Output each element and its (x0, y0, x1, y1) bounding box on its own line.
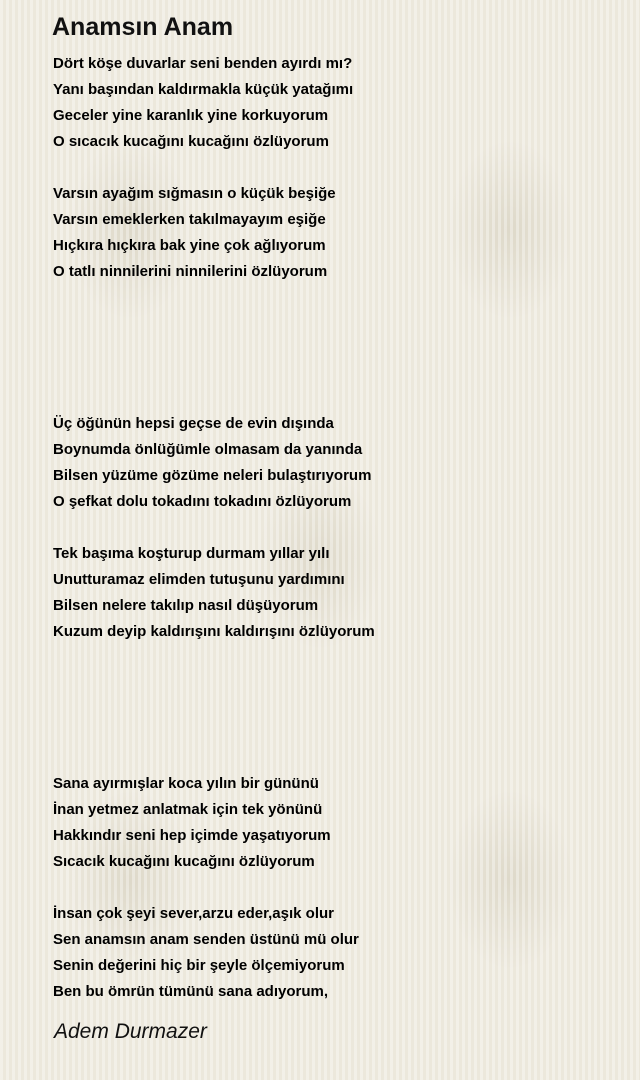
stanza-4 (53, 541, 375, 645)
poem-line: Tek başıma koşturup durmam yıllar yılı (53, 545, 330, 562)
poem-line: Üç öğünün hepsi geçse de evin dışında (53, 415, 334, 432)
poem-line: Unutturamaz elimden tutuşunu yardımını (53, 571, 345, 588)
poem-line: Ben bu ömrün tümünü sana adıyorum, (53, 983, 329, 1000)
poem-line: İnan yetmez anlatmak için tek yönünü (53, 801, 323, 818)
poem-line: O şefkat dolu tokadını tokadını özlüyorum (53, 493, 352, 510)
poem-line: Bilsen yüzüme gözüme neleri bulaştırıyorum (53, 467, 372, 484)
poem-line: Bilsen nelere takılıp nasıl düşüyorum (53, 597, 319, 614)
poem-line: Varsın ayağım sığmasın o küçük beşiğe (53, 185, 336, 202)
poem-line: Varsın emeklerken takılmayayım eşiğe (53, 211, 326, 228)
poem-line: Hıçkıra hıçkıra bak yine çok ağlıyorum (53, 237, 326, 254)
poem-line: Yanı başından kaldırmakla küçük yatağımı (53, 81, 354, 98)
stanza-2 (53, 181, 336, 285)
poem-title: Anamsın Anam (52, 13, 234, 41)
poem-line: İnsan çok şeyi sever,arzu eder,aşık olur (53, 905, 334, 922)
poem-author: Adem Durmazer (54, 1020, 207, 1043)
poem-line: Sıcacık kucağını kucağını özlüyorum (53, 853, 315, 870)
poem-line: Kuzum deyip kaldırışını kaldırışını özlüyorum (53, 623, 375, 640)
poem-line: Sen anamsın anam senden üstünü mü olur (53, 931, 359, 948)
stanza-6 (53, 901, 359, 1005)
stanza-5 (53, 771, 331, 875)
poem-line: O tatlı ninnilerini ninnilerini özlüyorum (53, 263, 328, 280)
poem-line: Dört köşe duvarlar seni benden ayırdı mı? (53, 55, 353, 72)
poem-line: Sana ayırmışlar koca yılın bir gününü (53, 775, 319, 792)
stanza-3 (53, 411, 371, 515)
poem-line: Senin değerini hiç bir şeyle ölçemiyorum (53, 957, 345, 974)
poem-line: Boynumda önlüğümle olmasam da yanında (53, 441, 363, 458)
stanza-1 (53, 51, 353, 155)
poem-line: Hakkındır seni hep içimde yaşatıyorum (53, 827, 331, 844)
poem-line: O sıcacık kucağını kucağını özlüyorum (53, 133, 329, 150)
poem-line: Geceler yine karanlık yine korkuyorum (53, 107, 329, 124)
